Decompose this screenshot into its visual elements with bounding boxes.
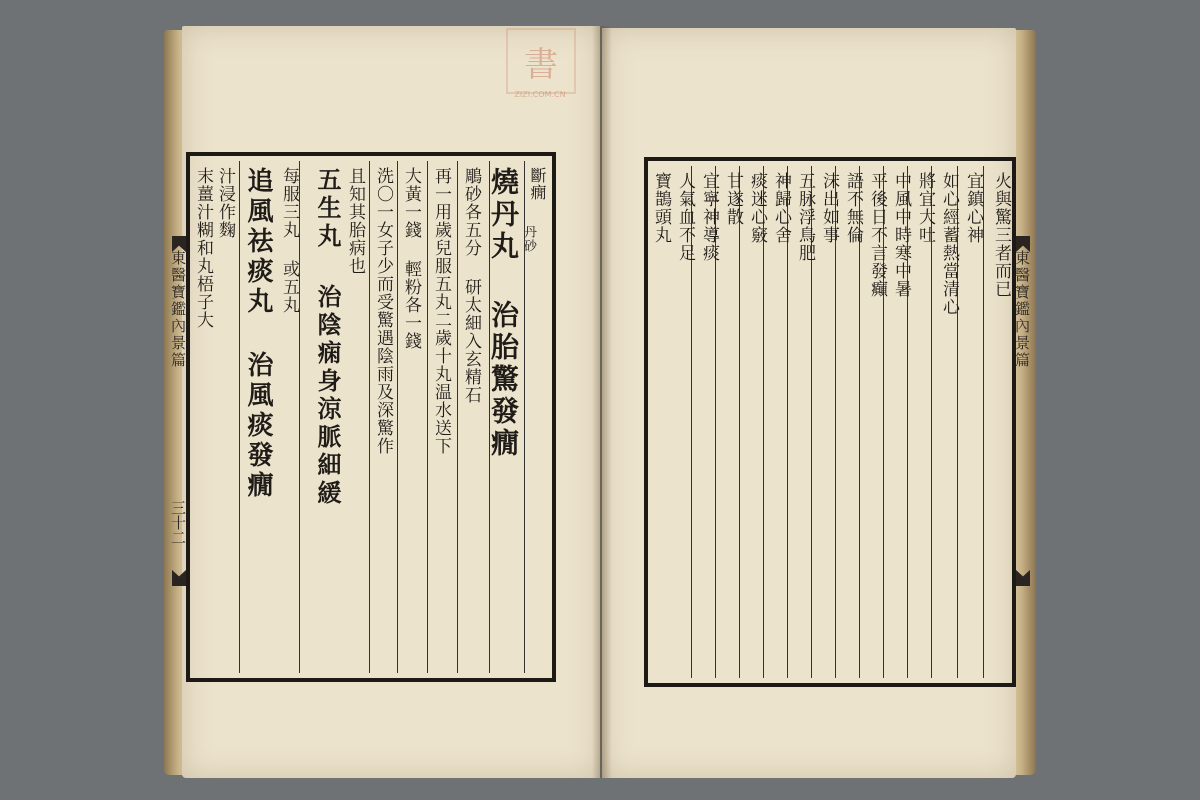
text-column: 寶鵲頭丸: [651, 172, 671, 244]
text-column: 追風祛痰丸 治風痰發癇: [243, 167, 273, 501]
text-column: 平後日不言發癲: [867, 172, 887, 298]
left-text-frame: [186, 152, 556, 682]
text-column: 五脉浮鳥肥: [795, 172, 815, 262]
text-column: 將宜大吐: [915, 172, 935, 244]
text-column: 每服三丸 或五丸: [279, 167, 299, 314]
text-column: 末薑汁糊和丸梧子大: [193, 167, 213, 329]
right-text-frame: [644, 157, 1016, 687]
text-column: 且知其胎病也: [345, 167, 365, 275]
text-column: 大黃一錢 輕粉各一錢: [401, 167, 421, 350]
text-column: 沫出如事: [819, 172, 839, 244]
book-gutter: [592, 26, 612, 778]
text-column: 宜寧神導痰: [699, 172, 719, 262]
text-column: 鵰砂各五分 研太細入玄精石: [461, 167, 481, 404]
text-column: 中風中時寒中暑: [891, 172, 911, 298]
text-column: 五生丸 治陰痫身涼脈細緩: [313, 167, 342, 508]
right-margin-title: 東醫寶鑑內景篇: [1013, 250, 1031, 369]
text-column: 燒丹丸 治胎驚發癇: [487, 167, 520, 460]
text-column: 洗〇一女子少而受驚遇陰雨及深驚作: [373, 167, 393, 455]
text-column: 宜鎮心神: [963, 172, 983, 244]
text-column: 斷癇: [528, 167, 547, 201]
text-column: 神歸心舍: [771, 172, 791, 244]
text-column: 語不無倫: [843, 172, 863, 244]
text-column: 人氣血不足: [675, 172, 695, 262]
seal-caption: ZIZI.COM.CN: [514, 90, 566, 99]
collector-seal: [506, 28, 576, 94]
text-column: 如心經蓄熱當清心: [939, 172, 959, 316]
text-column: 再一用歲兒服五丸二歲十丸温水送下: [431, 167, 451, 455]
text-column: 丹砂: [521, 225, 536, 253]
text-column: 甘遂散: [723, 172, 743, 226]
left-margin-title: 東醫寶鑑內景篇: [169, 250, 187, 369]
seal-glyph: 書: [524, 44, 558, 85]
left-page-number: 三十二: [169, 500, 187, 545]
text-column: 火與驚三者而已: [991, 172, 1011, 298]
text-column: 痰迷心竅: [747, 172, 767, 244]
text-column: 汁浸作麴: [215, 167, 235, 239]
